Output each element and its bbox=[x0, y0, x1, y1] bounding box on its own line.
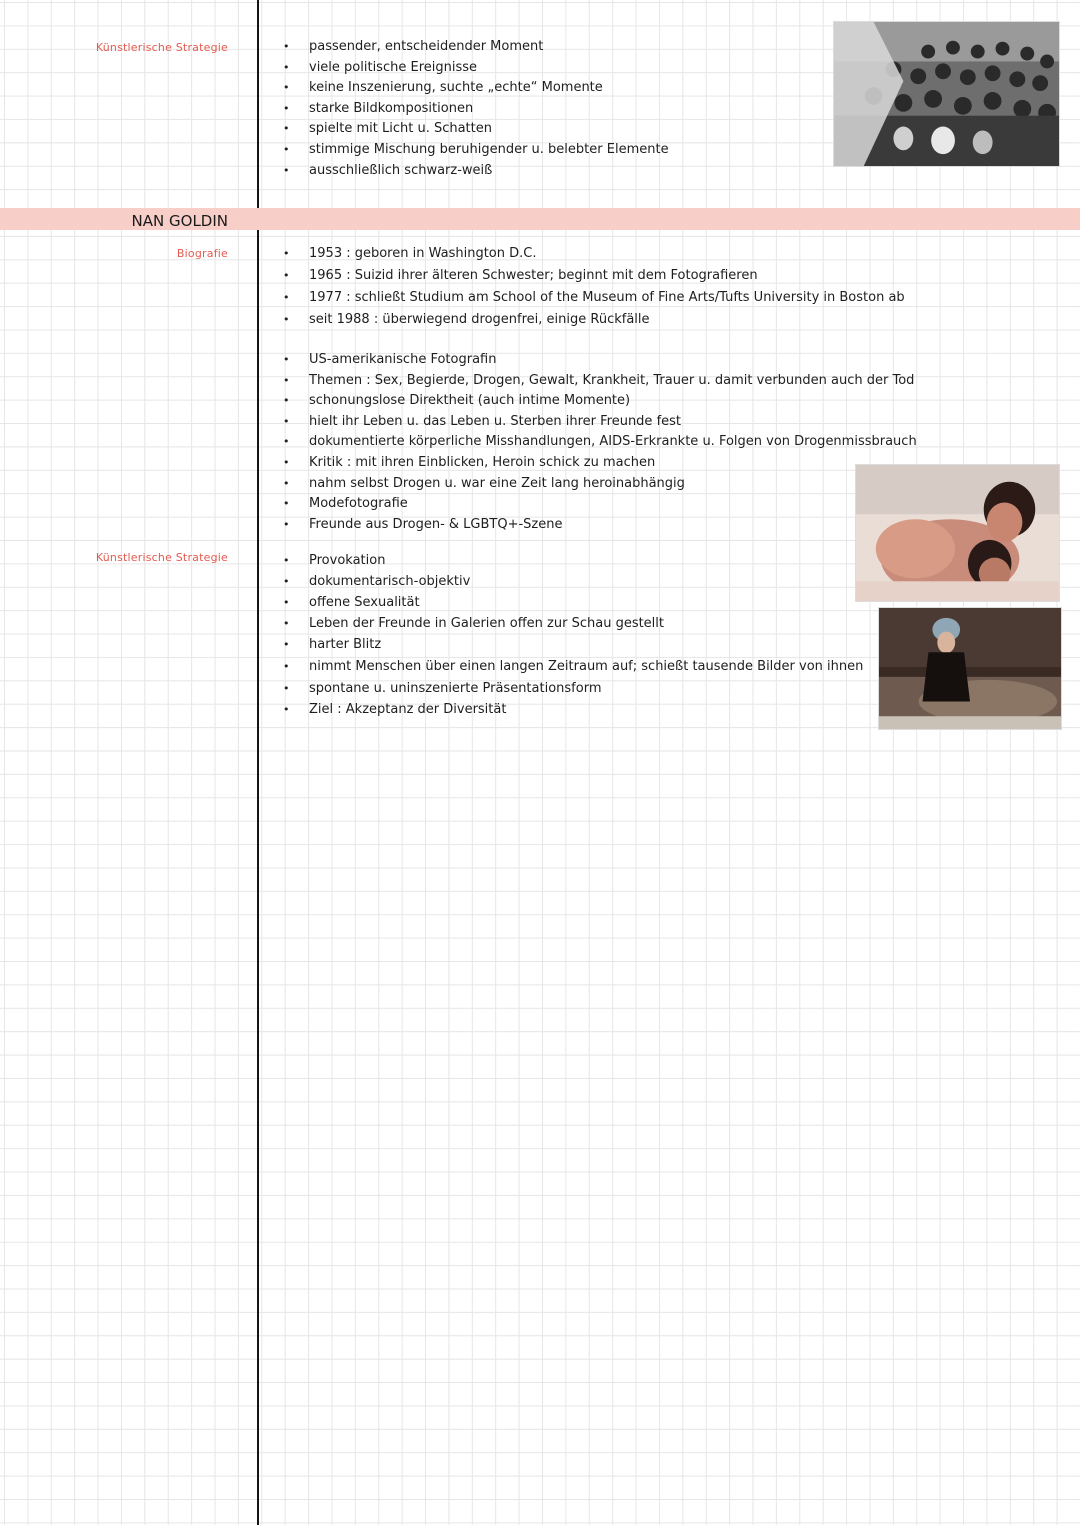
strategy-list-goldin bbox=[283, 550, 863, 720]
list-item: • keine Inszenierung, suchte „echte“ Momente bbox=[283, 78, 669, 99]
list-item: • nimmt Menschen über einen langen Zeitraum auf; schießt tausende Bilder von ihnen bbox=[283, 655, 863, 678]
list-item: • harter Blitz bbox=[283, 634, 863, 655]
list-item: • dokumentarisch-objektiv bbox=[283, 571, 863, 592]
list-item: • spielte mit Licht u. Schatten bbox=[283, 119, 669, 140]
section-label-strategy-top: Künstlerische Strategie bbox=[95, 41, 228, 54]
section-label-biografie: Biografie bbox=[176, 247, 228, 260]
list-item: • offene Sexualität bbox=[283, 592, 863, 613]
list-item: • schonungslose Direktheit (auch intime Momente) bbox=[283, 391, 917, 412]
list-item: • Themen : Sex, Begierde, Drogen, Gewalt, Krankheit, Trauer u. damit verbunden auch der Tod bbox=[283, 371, 917, 392]
list-item: • 1953 : geboren in Washington D.C. bbox=[283, 243, 905, 265]
section-label-strategy-goldin: Künstlerische Strategie bbox=[95, 551, 228, 564]
list-item: • nahm selbst Drogen u. war eine Zeit lang heroinabhängig bbox=[283, 474, 917, 495]
list-item: • starke Bildkompositionen bbox=[283, 99, 669, 120]
list-item: • 1965 : Suizid ihrer älteren Schwester; beginnt mit dem Fotografieren bbox=[283, 265, 905, 287]
info-list bbox=[283, 350, 917, 535]
list-item: • Kritik : mit ihren Einblicken, Heroin schick zu machen bbox=[283, 453, 917, 474]
biography-list bbox=[283, 243, 905, 331]
list-item: • Leben der Freunde in Galerien offen zur Schau gestellt bbox=[283, 613, 863, 634]
portrait-photo bbox=[878, 607, 1062, 730]
list-item: • hielt ihr Leben u. das Leben u. Sterben ihrer Freunde fest bbox=[283, 412, 917, 433]
list-item: • Ziel : Akzeptanz der Diversität bbox=[283, 699, 863, 720]
couple-photo bbox=[855, 464, 1060, 602]
list-item: • seit 1988 : überwiegend drogenfrei, einige Rückfälle bbox=[283, 309, 905, 331]
list-item: • spontane u. uninszenierte Präsentationsform bbox=[283, 678, 863, 699]
list-item: • ausschließlich schwarz-weiß bbox=[283, 161, 669, 182]
crowd-photo bbox=[833, 21, 1060, 167]
list-item: • stimmige Mischung beruhigender u. belebter Elemente bbox=[283, 140, 669, 161]
list-item: • US-amerikanische Fotografin bbox=[283, 350, 917, 371]
section-heading-nan-goldin: NAN GOLDIN bbox=[131, 212, 228, 230]
list-item: • Modefotografie bbox=[283, 494, 917, 515]
list-item: • Freunde aus Drogen- & LGBTQ+-Szene bbox=[283, 515, 917, 536]
list-item: • viele politische Ereignisse bbox=[283, 58, 669, 79]
list-item: • Provokation bbox=[283, 550, 863, 571]
list-item: • dokumentierte körperliche Misshandlungen, AIDS-Erkrankte u. Folgen von Drogenmissbrauch bbox=[283, 432, 917, 453]
strategy-list-top bbox=[283, 37, 669, 181]
list-item: • passender, entscheidender Moment bbox=[283, 37, 669, 58]
list-item: • 1977 : schließt Studium am School of the Museum of Fine Arts/Tufts University in Boston ab bbox=[283, 287, 905, 309]
